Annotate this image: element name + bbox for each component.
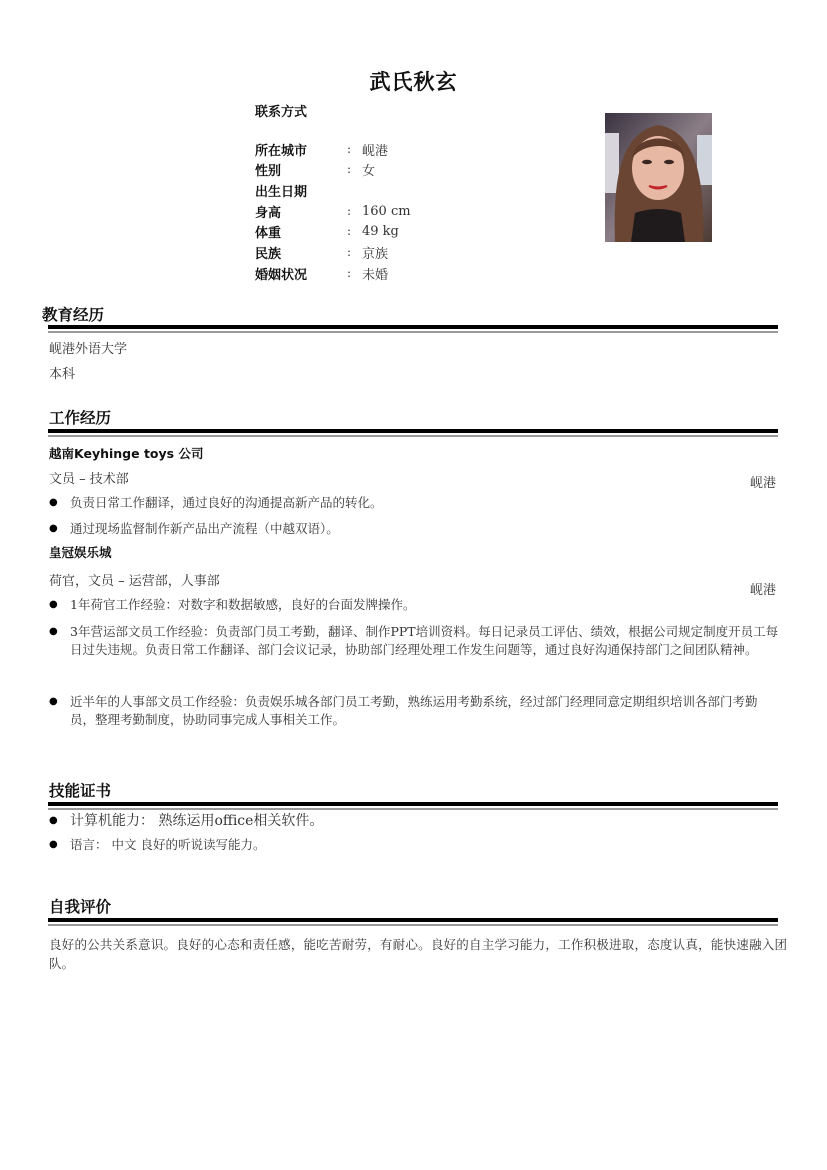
section-divider-thin [48,924,778,926]
degree: 本科 [49,367,76,382]
job-role: 文员 – 技术部 [49,472,129,487]
job-location: 岘港 [750,476,777,491]
job-bullet: ● 3年营运部文员工作经验：负责部门员工考勤，翻译、制作PPT培训资料。每日记录员工评估、绩效，根据公司规定制度开员工每日过失违规。负责日常工作翻译、部门会议记录，协助部门经理处理工作发生问题等，通过良好沟通保持部门之间团队精神。 [49,624,779,657]
info-value: 女 [362,163,376,179]
info-colon: : [347,224,352,239]
info-row-birthdate [255,180,362,201]
skill-item: ● 语言： 中文 良好的听说读写能力。 [49,837,266,852]
info-label: 民族 [255,246,282,262]
info-label: 身高 [255,205,282,221]
info-value: 160 cm [362,203,411,219]
self-eval-text: 良好的公共关系意识。良好的心态和责任感，能吃苦耐劳，有耐心。良好的自主学习能力，工作积极进取，态度认真，能快速融入团队。 [49,937,787,971]
bullet-icon: ● [49,839,58,850]
info-label: 出生日期 [255,184,308,200]
job-bullet: ● 1年荷官工作经验：对数字和数据敏感，良好的台面发牌操作。 [49,597,416,612]
info-colon: : [347,204,352,219]
section-divider [48,802,778,806]
section-divider [48,325,778,329]
section-divider-thin [48,808,778,810]
bullet-icon: ● [49,626,58,637]
contact-label: 联系方式 [255,105,308,120]
job-role: 荷官，文员 – 运营部，人事部 [49,574,220,589]
job-company: 皇冠娱乐城 [49,545,112,560]
info-row-marital [255,263,388,284]
portrait-image-icon [605,113,712,242]
job-company: 越南Keyhinge toys 公司 [49,446,204,461]
info-row-city [255,139,388,160]
work-title: 工作经历 [49,409,112,427]
section-divider-thin [48,435,778,437]
skill-item: ● 计算机能力： 熟练运用office相关软件。 [49,813,324,829]
info-value: 49 kg [362,223,399,239]
section-divider [48,918,778,922]
info-colon: : [347,162,352,177]
info-label: 所在城市 [255,143,308,159]
job-location: 岘港 [750,583,777,598]
job-bullet: ● 通过现场监督制作新产品出产流程（中越双语）。 [49,521,339,536]
info-value: 京族 [362,246,389,262]
skills-title: 技能证书 [49,782,112,800]
education-title: 教育经历 [42,306,105,324]
info-row-gender [255,159,375,180]
school-name: 岘港外语大学 [49,342,128,357]
bullet-icon: ● [49,523,58,534]
job-bullet: ● 近半年的人事部文员工作经验：负责娱乐城各部门员工考勤，熟练运用考勤系统，经过部门经理同意定期组织培训各部门考勤员，整理考勤制度，协助同事完成人事相关工作。 [49,694,758,727]
info-row-height [255,201,411,222]
info-label: 婚姻状况 [255,267,308,283]
bullet-icon: ● [49,599,58,610]
info-label: 体重 [255,225,282,241]
self-eval-title: 自我评价 [49,898,112,916]
job-bullet: ● 负责日常工作翻译，通过良好的沟通提高新产品的转化。 [49,495,383,510]
bullet-icon: ● [49,696,58,707]
info-value: 未婚 [362,267,389,283]
info-row-weight [255,221,399,242]
bullet-icon: ● [49,815,58,826]
bullet-icon: ● [49,497,58,508]
info-colon: : [347,266,352,281]
info-colon: : [347,245,352,260]
resume-name: 武氏秋玄 [369,70,458,94]
section-divider-thin [48,331,778,333]
info-row-ethnicity [255,242,388,263]
section-divider [48,429,778,433]
info-label: 性别 [255,163,282,179]
info-value: 岘港 [362,143,389,159]
info-colon: : [347,142,352,157]
profile-photo [605,113,712,242]
